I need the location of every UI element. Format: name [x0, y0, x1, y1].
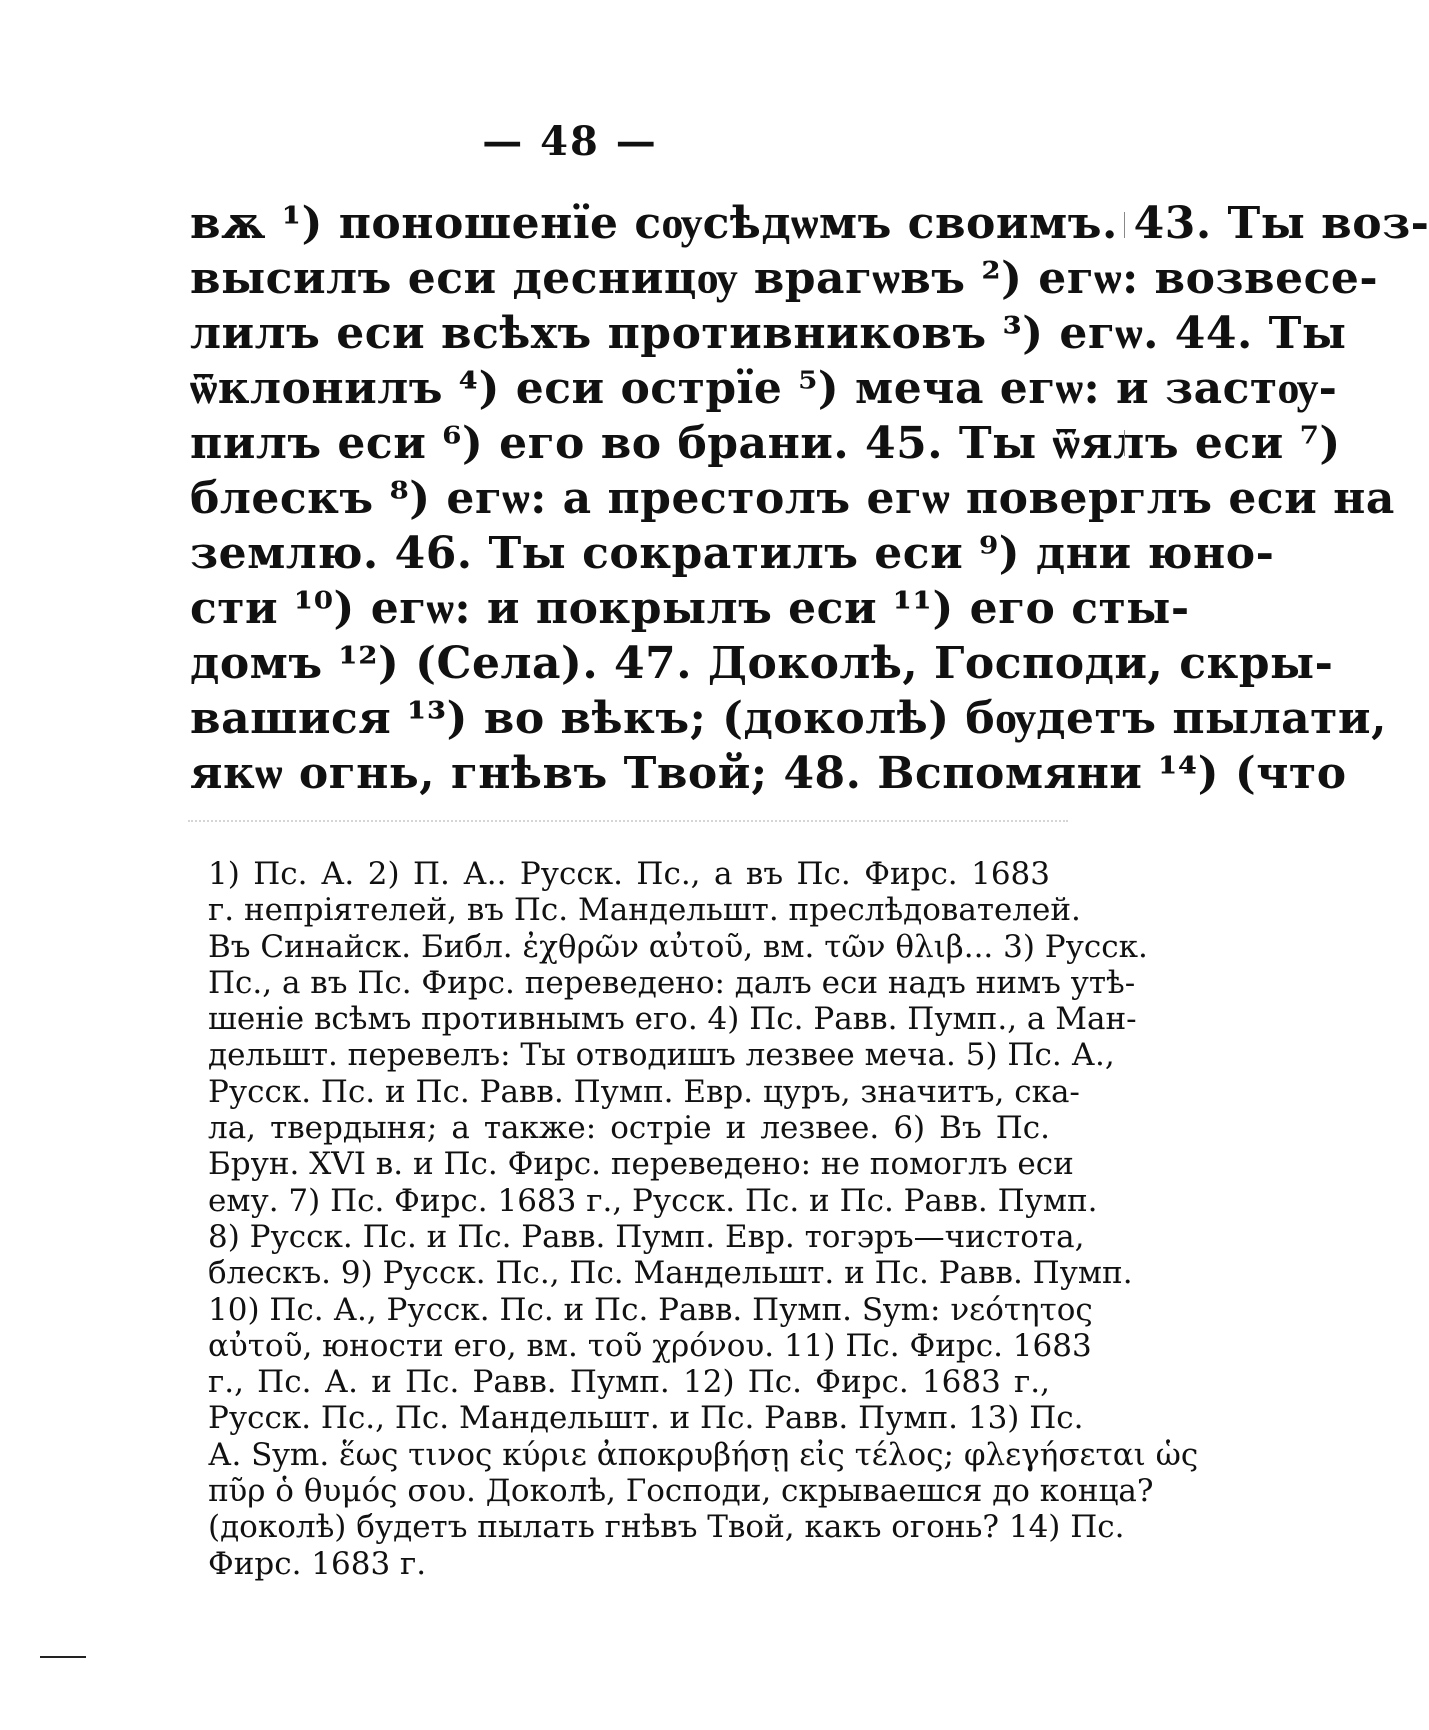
psalm-line: домъ ¹²) (Села). 47. Доколѣ, Господи, скры-: [190, 638, 1334, 689]
footnote-line: 8) Русск. Пс. и Пс. Равв. Пумп. Евр. тогэръ—чистота,: [208, 1218, 1085, 1255]
footnote-line: шеніе всѣмъ противнымъ его. 4) Пс. Равв. Пумп., а Ман-: [208, 1001, 1137, 1038]
footnote-line: πῦρ ὁ θυμός σου. Доколѣ, Господи, скрываешся до конца?: [208, 1473, 1154, 1510]
footnote-line: Фирс. 1683 г.: [208, 1545, 427, 1582]
psalm-line: блескъ ⁸) егѡ: а престолъ егѡ поверглъ еси на: [190, 473, 1395, 524]
scan-edge-mark: [1124, 430, 1125, 456]
footnotes: [208, 856, 1199, 1582]
psalm-line: вѫ ¹) поношенїе сѹсѣдѡмъ своимъ. 43. Ты воз-: [190, 198, 1429, 249]
footnote-line: ему. 7) Пс. Фирс. 1683 г., Русск. Пс. и Пс. Равв. Пумп.: [208, 1182, 1098, 1219]
scan-edge-mark: [1124, 212, 1125, 238]
psalm-line: сти ¹⁰) егѡ: и покрылъ еси ¹¹) его сты-: [190, 583, 1190, 634]
page-number: — 48 —: [482, 118, 658, 165]
psalm-line: якѡ огнь, гнѣвъ Твой; 48. Вспомяни ¹⁴) (что: [190, 748, 1347, 799]
psalm-line: вашися ¹³) во вѣкъ; (доколѣ) бѹдетъ пылати,: [190, 693, 1387, 744]
psalm-line: высилъ еси десницѹ врагѡвъ ²) егѡ: возвесе-: [190, 253, 1379, 304]
footnote-line: Брун. XVI в. и Пс. Фирс. переведено: не помоглъ еси: [208, 1146, 1074, 1183]
psalm-line: лилъ еси всѣхъ противниковъ ³) егѡ. 44. Ты: [190, 308, 1347, 359]
footnote-line: г. непріятелей, въ Пс. Мандельшт. преслѣдователей.: [208, 892, 1081, 929]
psalm-line: землю. 46. Ты сократилъ еси ⁹) дни юно-: [190, 528, 1275, 579]
divider: [188, 820, 1068, 836]
footnote-line: ла, твердыня; а также: остріе и лезвее. 6) Въ Пс.: [208, 1110, 1050, 1147]
psalm-text: [190, 196, 1429, 801]
footnote-line: блескъ. 9) Русск. Пс., Пс. Мандельшт. и Пс. Равв. Пумп.: [208, 1255, 1133, 1292]
footnote-line: г., Пс. А. и Пс. Равв. Пумп. 12) Пс. Фирс. 1683 г.,: [208, 1364, 1050, 1401]
footnote-line: Въ Синайск. Библ. ἐχθρῶν αὐτοῦ, вм. τῶν θλιβ... 3) Русск.: [208, 928, 1148, 965]
footnote-line: 10) Пс. А., Русск. Пс. и Пс. Равв. Пумп. Sym: νεότητος: [208, 1291, 1093, 1328]
psalm-line: пилъ еси ⁶) его во брани. 45. Ты ѿялъ еси ⁷): [190, 418, 1341, 469]
psalm-line: ѿклонилъ ⁴) еси острїе ⁵) меча егѡ: и застѹ-: [190, 363, 1338, 414]
footnote-line: Пс., а въ Пс. Фирс. переведено: далъ еси надъ нимъ утѣ-: [208, 964, 1136, 1001]
footnote-line: 1) Пс. А. 2) П. А.. Русск. Пс., а въ Пс. Фирс. 1683: [208, 856, 1050, 892]
margin-mark: [40, 1656, 86, 1658]
footnote-line: А. Sym. ἕως τινος κύριε ἀποκρυβήσῃ εἰς τέλος; φλεγήσεται ὡς: [208, 1436, 1199, 1473]
footnote-line: (доколѣ) будетъ пылать гнѣвъ Твой, какъ огонь? 14) Пс.: [208, 1509, 1125, 1546]
footnote-line: Русск. Пс., Пс. Мандельшт. и Пс. Равв. Пумп. 13) Пс.: [208, 1400, 1084, 1437]
footnote-line: дельшт. перевелъ: Ты отводишъ лезвее меча. 5) Пс. А.,: [208, 1037, 1115, 1074]
footnote-line: Русск. Пс. и Пс. Равв. Пумп. Евр. цуръ, значитъ, ска-: [208, 1073, 1080, 1110]
footnote-line: αὐτοῦ, юности его, вм. τοῦ χρόνου. 11) Пс. Фирс. 1683: [208, 1327, 1092, 1364]
